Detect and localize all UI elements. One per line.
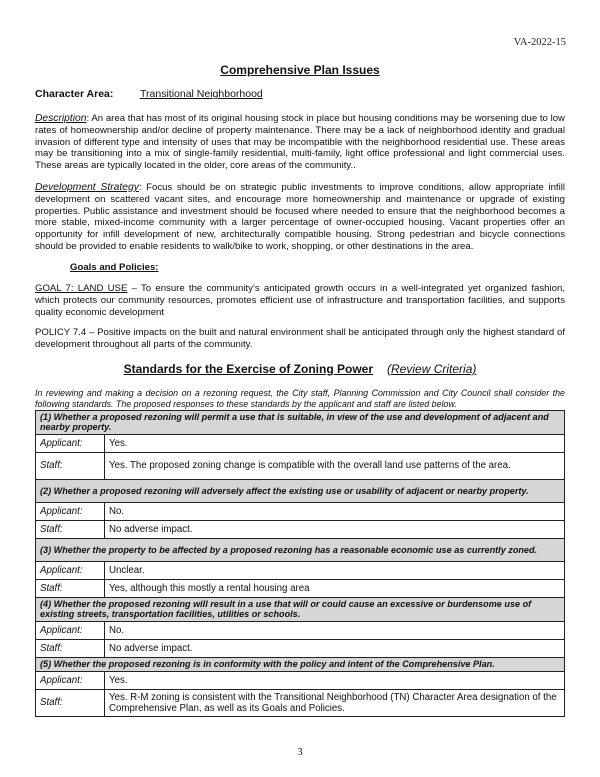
applicant-response: No.	[105, 621, 565, 639]
staff-label: Staff:	[36, 520, 105, 538]
page-number: 3	[297, 747, 303, 758]
strategy-paragraph	[35, 182, 565, 253]
goal-label: GOAL 7: LAND USE	[35, 283, 128, 294]
criterion-question-row	[36, 479, 565, 502]
criterion-question: (2) Whether a proposed rezoning will adversely affect the existing use or usability of adjacent or nearby property.	[36, 479, 565, 502]
criterion-question: (4) Whether the proposed rezoning will result in a use that will or could cause an excessive or burdensome use of existing streets, transportation facilities, utilities or schools.	[36, 597, 565, 621]
applicant-response: Unclear.	[105, 561, 565, 579]
staff-response: Yes. R-M zoning is consistent with the Transitional Neighborhood (TN) Character Area designation of the Comprehensive Plan, as well as its Goals and Policies.	[105, 689, 565, 716]
applicant-label: Applicant:	[36, 561, 105, 579]
applicant-row	[36, 621, 565, 639]
applicant-response: No.	[105, 502, 565, 520]
comp-plan-title: Comprehensive Plan Issues	[220, 63, 380, 77]
applicant-row	[36, 671, 565, 689]
applicant-label: Applicant:	[36, 671, 105, 689]
goals-heading: Goals and Policies:	[70, 262, 159, 273]
criterion-question-row	[36, 538, 565, 561]
staff-row	[36, 520, 565, 538]
staff-label: Staff:	[36, 579, 105, 597]
applicant-response: Yes.	[105, 671, 565, 689]
goal-text: – To ensure the community’s anticipated growth occurs in a well-integrated yet organized fashion, which protects our community resources, promotes efficient use of infrastructure and transportation facilities, and supports quality economic development	[35, 283, 565, 318]
policy-paragraph: POLICY 7.4 – Positive impacts on the built and natural environment shall be anticipated through only the highest standard of development throughout all parts of the community.	[35, 327, 565, 350]
criterion-question: (3) Whether the property to be affected by a proposed rezoning has a reasonable economic use as currently zoned.	[36, 538, 565, 561]
character-area-colon: :	[109, 88, 114, 100]
criterion-question-row	[36, 411, 565, 435]
strategy-text: : Focus should be on strategic public investments to improve conditions, allow appropriate infill development on scattered vacant sites, and encourage more homeownership and maintenance or upgrade of existing properties. Public assistance and investment should be focused where needed to ensure that the neighborhood becomes a more stable, mixed-income community with a larger percentage of owner-occupied housing. Vacant properties offer an opportunity for infill development of new, architecturally compatible housing. Strong pedestrian and bicycle connections should be provided to enable residents to walk/bike to work, shopping, or other destinations in the area.	[35, 182, 565, 252]
applicant-label: Applicant:	[36, 502, 105, 520]
character-area-line	[35, 88, 263, 100]
applicant-label: Applicant:	[36, 434, 105, 452]
criterion-question: (5) Whether the proposed rezoning is in conformity with the policy and intent of the Comprehensive Plan.	[36, 657, 565, 671]
applicant-label: Applicant:	[36, 621, 105, 639]
criterion-question: (1) Whether a proposed rezoning will permit a use that is suitable, in view of the use and development of adjacent and nearby property.	[36, 411, 565, 435]
character-area-label-wrap	[35, 88, 140, 100]
description-paragraph	[35, 113, 565, 172]
staff-label: Staff:	[36, 452, 105, 479]
standards-title-line	[0, 362, 600, 376]
goal-paragraph	[35, 283, 565, 318]
staff-response: No adverse impact.	[105, 520, 565, 538]
staff-row	[36, 689, 565, 716]
standards-table	[35, 410, 565, 717]
description-text: : An area that has most of its original housing stock in place but housing conditions may be worsening due to low rates of homeownership and/or decline of property maintenance. There may be a lack of neighborhood identity and gradual invasion of different type and intensity of uses that may be incompatible with the neighborhood residential use. These areas may be transitioning into a mix of single-family residential, multi-family, light office professional and light commercial uses. These areas are typically located in the older, core areas of the community..	[35, 113, 565, 172]
staff-response: Yes, although this mostly a rental housing area	[105, 579, 565, 597]
criterion-question-row	[36, 597, 565, 621]
staff-response: No adverse impact.	[105, 639, 565, 657]
description-label: Description	[35, 113, 87, 124]
criterion-question-row	[36, 657, 565, 671]
staff-label: Staff:	[36, 689, 105, 716]
applicant-row	[36, 434, 565, 452]
applicant-row	[36, 561, 565, 579]
applicant-row	[36, 502, 565, 520]
standards-title: Standards for the Exercise of Zoning Power	[123, 362, 374, 376]
staff-row	[36, 579, 565, 597]
standards-intro: In reviewing and making a decision on a rezoning request, the City staff, Planning Commission and City Council shall consider the following standards. The proposed responses to these standards by the applicant and staff are listed below.	[35, 388, 565, 409]
case-number: VA-2022-15	[513, 37, 566, 48]
staff-row	[36, 639, 565, 657]
staff-response: Yes. The proposed zoning change is compatible with the overall land use patterns of the area.	[105, 452, 565, 479]
staff-row	[36, 452, 565, 479]
character-area-value: Transitional Neighborhood	[140, 88, 263, 100]
standards-subtitle: (Review Criteria)	[387, 362, 477, 376]
staff-label: Staff:	[36, 639, 105, 657]
character-area-label: Character Area	[35, 88, 110, 100]
applicant-response: Yes.	[105, 434, 565, 452]
strategy-label: Development Strategy	[35, 182, 139, 193]
